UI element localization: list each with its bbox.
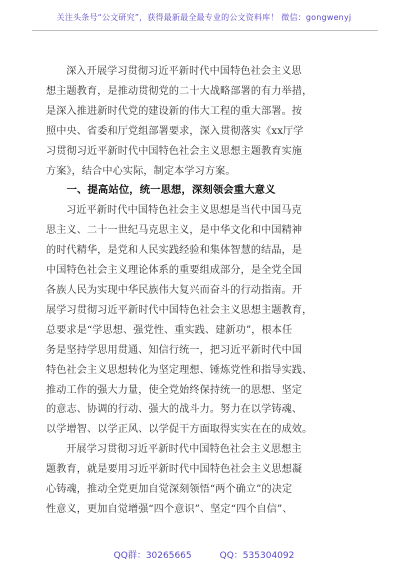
paragraph-line: 开展学习贯彻习近平新时代中国特色社会主义思想主 (66, 444, 302, 456)
paragraph-line: 心铸魂，推动全党更加自觉深刻领悟“两个确立”的决定 (46, 484, 293, 496)
paragraph-line: 思主义、二十一世纪马克思主义，是中华文化和中国精神 (46, 225, 303, 237)
paragraph-line: 推动工作的强大力量，使全党始终保持统一的思想、坚定 (46, 384, 303, 396)
paragraph-line: 性意义，更加自觉增强“四个意识”、坚定“四个自信”、 (46, 503, 293, 515)
paragraph-line: 习近平新时代中国特色社会主义思想是当代中国马克 (66, 205, 302, 217)
paragraph-line: 以学增智、以学正风、以学促干方面取得实实在在的成效。 (46, 424, 313, 436)
paragraph-line: 习贯彻习近平新时代中国特色社会主义思想主题教育实施 (46, 145, 303, 157)
footer-qq-group: QQ群：30265665 (113, 551, 192, 561)
paragraph-line: 的意志、协调的行动、强大的战斗力。努力在以学铸魂、 (46, 404, 303, 416)
paragraph-line: 想主题教育，是推动贯彻党的二十大战略部署的有力举措， (46, 85, 313, 97)
paragraph-line: 方案》，结合中心实际，制定本学习方案。 (46, 165, 236, 177)
document-body (46, 62, 364, 520)
paragraph-line: 展学习贯彻习近平新时代中国特色社会主义思想主题教育， (46, 304, 313, 316)
section-heading: 一、提高站位，统一思想，深刻领会重大意义 (66, 184, 276, 197)
paragraph-line: 总要求是“学思想、强党性、重实践、建新功”，根本任 (46, 324, 293, 336)
paragraph-line: 深入开展学习贯彻习近平新时代中国特色社会主义思 (66, 66, 302, 77)
paragraph-line: 各族人民为实现中华民族伟大复兴而奋斗的行动指南。开 (46, 284, 303, 296)
paragraph-line: 特色社会主义思想转化为坚定理想、锤炼党性和指导实践、 (46, 364, 313, 376)
paragraph-line: 题教育，就是要用习近平新时代中国特色社会主义思想凝 (46, 464, 303, 476)
paragraph-line: 的时代精华，是党和人民实践经验和集体智慧的结晶，是 (46, 245, 303, 257)
paragraph-line: 是深入推进新时代党的建设新的伟大工程的重大部署。按 (46, 105, 303, 117)
paragraph-line: 照中央、省委和厅党组部署要求，深入贯彻落实《xx厅学 (46, 125, 304, 137)
footer-qq: QQ：535304092 (219, 551, 295, 561)
footer-contact (0, 548, 408, 561)
paragraph-line: 务是坚持学思用贯通、知信行统一，把习近平新时代中国 (46, 344, 303, 356)
header-banner: 关注头条号“公文研究”，获得最新最全最专业的公文资料库！ 微信：gongwenyj (56, 13, 352, 22)
header-divider (32, 30, 378, 31)
paragraph-line: 中国特色社会主义理论体系的重要组成部分，是全党全国 (46, 265, 303, 277)
